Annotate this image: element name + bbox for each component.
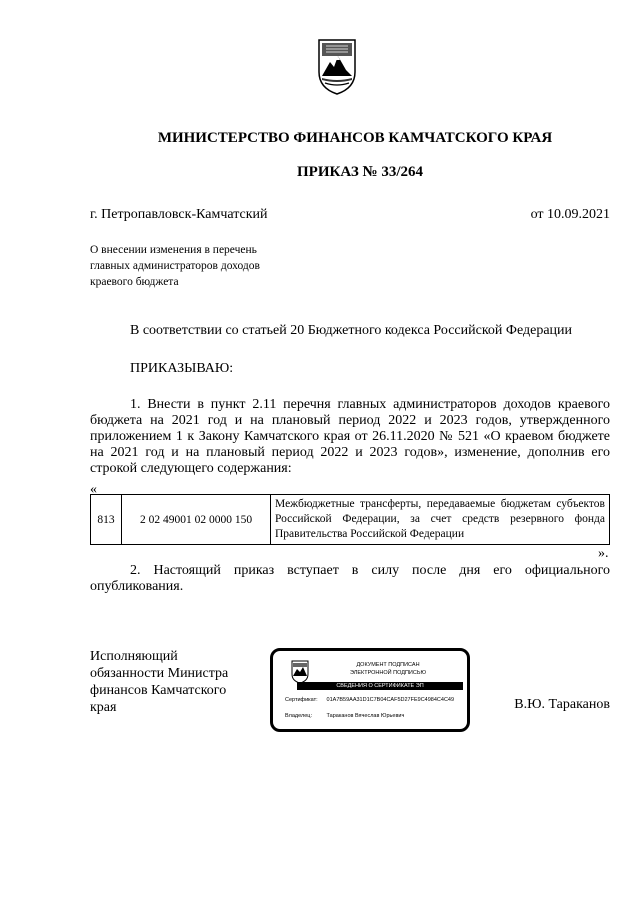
stamp-line: ДОКУМЕНТ ПОДПИСАН: [356, 662, 420, 668]
signer-line: края: [90, 700, 117, 715]
stamp-header: [313, 661, 463, 677]
ministry-title: МИНИСТЕРСТВО ФИНАНСОВ КАМЧАТСКОГО КРАЯ: [157, 130, 553, 146]
signer-name: В.Ю. Тараканов: [514, 697, 610, 712]
table-row: [91, 495, 610, 545]
signer-position: [90, 648, 260, 716]
stamp-owner-row: [285, 713, 465, 719]
owner-label: Владелец:: [285, 713, 312, 719]
order-date: от 10.09.2021: [530, 207, 610, 222]
stamp-emblem-icon: [291, 660, 309, 684]
point-2-paragraph: 2. Настоящий приказ вступает в силу после дня его официального опубликования.: [90, 563, 610, 594]
stamp-line: ЭЛЕКТРОННОЙ ПОДПИСЬЮ: [349, 670, 427, 676]
signer-line: Исполняющий: [90, 649, 178, 664]
quote-close: ».: [598, 546, 609, 561]
electronic-signature-stamp: [270, 648, 470, 732]
subject-line: главных администраторов доходов: [90, 260, 260, 272]
owner-value: Тараканов Вячеслав Юрьевич: [326, 713, 405, 719]
subject-line: О внесении изменения в перечень: [90, 244, 257, 256]
city: г. Петропавловск-Камчатский: [90, 207, 268, 222]
description-cell: Межбюджетные трансферты, передаваемые бюджетам субъектов Российской Федерации, за счет средств резервного фонда Правительства Российской Федерации: [271, 495, 610, 545]
cert-label: Сертификат:: [285, 697, 318, 703]
stamp-band: СВЕДЕНИЯ О СЕРТИФИКАТЕ ЭП: [297, 682, 463, 690]
quote-open: «: [90, 482, 97, 497]
command-word: ПРИКАЗЫВАЮ:: [130, 361, 234, 376]
kamchatka-emblem-icon: [316, 36, 358, 96]
stamp-cert-row: [285, 697, 465, 703]
signer-line: обязанности Министра: [90, 666, 229, 681]
signer-line: финансов Камчатского: [90, 683, 227, 698]
admin-code-cell: 813: [91, 495, 122, 545]
subject-line: краевого бюджета: [90, 276, 179, 288]
order-subject: [90, 242, 330, 290]
income-code-cell: 2 02 49001 02 0000 150: [122, 495, 271, 545]
cert-value: 01A7B59AA31D1C7B04CAF5D27FE9C4984C4C49: [326, 697, 455, 703]
intro-paragraph: В соответствии со статьей 20 Бюджетного кодекса Российской Федерации: [130, 323, 573, 338]
point-1-paragraph: 1. Внести в пункт 2.11 перечня главных администраторов доходов краевого бюджета на 2021 год и на плановый период 2022 и 2023 годов, утвержденного приложением 1 к Закону Камчатского края от 26.11.2020 № 521 «О краевом бюджете на 2021 год и на плановый период 2022 и 2023 годов», изменение, дополнив его строкой следующего содержания:: [90, 397, 610, 476]
insertion-table: [90, 494, 610, 545]
order-title: ПРИКАЗ № 33/264: [297, 164, 423, 180]
